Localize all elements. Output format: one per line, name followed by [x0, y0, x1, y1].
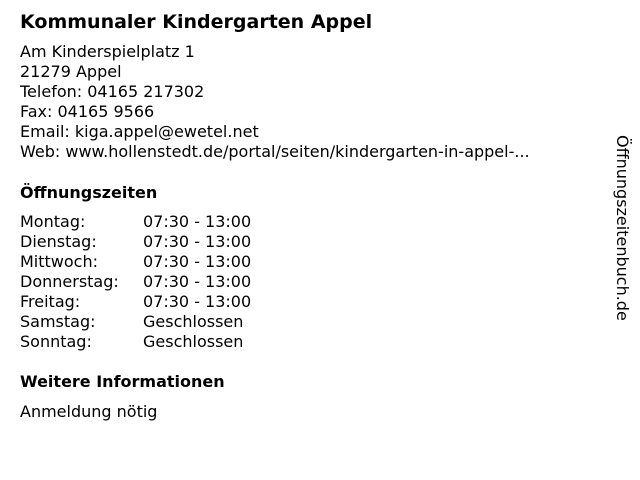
- hours-value: Geschlossen: [143, 312, 244, 331]
- fax-line: Fax: 04165 9566: [20, 102, 155, 121]
- hours-row: [20, 252, 610, 272]
- brand-link[interactable]: Öffnungszeitenbuch.de: [613, 135, 632, 321]
- email-line: Email: kiga.appel@ewetel.net: [20, 122, 259, 141]
- hours-row: [20, 292, 610, 312]
- hours-row: [20, 332, 610, 352]
- listing-card: [20, 10, 610, 422]
- opening-hours-heading: Öffnungszeiten: [20, 183, 158, 202]
- more-info-text: Anmeldung nötig: [20, 402, 158, 421]
- hours-value: 07:30 - 13:00: [143, 292, 252, 311]
- street-line: Am Kinderspielplatz 1: [20, 42, 195, 61]
- opening-hours-table: [20, 212, 610, 352]
- hours-row: [20, 212, 610, 232]
- page-title: Kommunaler Kindergarten Appel: [20, 11, 373, 33]
- hours-value: Geschlossen: [143, 332, 244, 351]
- city-line: 21279 Appel: [20, 62, 122, 81]
- hours-row: [20, 272, 610, 292]
- day-label: Samstag:: [20, 312, 96, 331]
- address-block: [20, 42, 610, 162]
- hours-value: 07:30 - 13:00: [143, 272, 252, 291]
- phone-line: Telefon: 04165 217302: [20, 82, 205, 101]
- day-label: Sonntag:: [20, 332, 92, 351]
- hours-value: 07:30 - 13:00: [143, 232, 252, 251]
- hours-row: [20, 232, 610, 252]
- more-info-heading: Weitere Informationen: [20, 372, 225, 391]
- day-label: Montag:: [20, 212, 86, 231]
- day-label: Mittwoch:: [20, 252, 98, 271]
- day-label: Dienstag:: [20, 232, 97, 251]
- hours-value: 07:30 - 13:00: [143, 212, 252, 231]
- day-label: Freitag:: [20, 292, 81, 311]
- day-label: Donnerstag:: [20, 272, 119, 291]
- web-line: [20, 142, 610, 162]
- hours-row: [20, 312, 610, 332]
- website-link[interactable]: Web: www.hollenstedt.de/portal/seiten/kindergarten-in-appel-...: [20, 142, 530, 161]
- hours-value: 07:30 - 13:00: [143, 252, 252, 271]
